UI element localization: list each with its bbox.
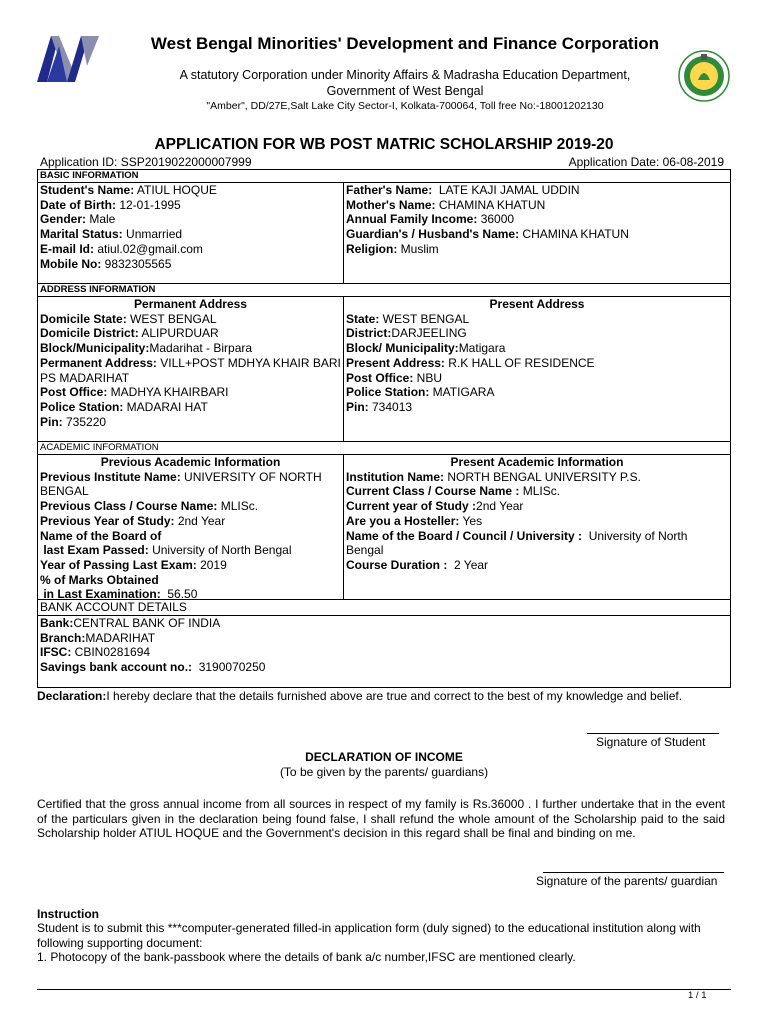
field-label: Date of Birth: — [40, 197, 116, 212]
previous-academic — [38, 455, 344, 600]
declaration-text: I hereby declare that the details furnished above are true and correct to the best of my knowledge and belief. — [106, 689, 683, 703]
field-value: 2 Year — [447, 557, 489, 572]
field-value: Madarihat - Birpara — [149, 341, 253, 356]
basic-info-section — [37, 169, 731, 284]
permanent-address-heading: Permanent Address — [134, 297, 247, 311]
field-row — [40, 470, 341, 499]
page-number: 1 / 1 — [688, 990, 707, 1001]
present-academic-heading: Present Academic Information — [450, 455, 624, 469]
field-row — [40, 257, 341, 272]
field-row — [40, 616, 728, 631]
field-row — [40, 660, 728, 675]
bank-details-section — [37, 599, 731, 688]
field-value: 2019 — [196, 557, 227, 572]
field-row — [40, 312, 341, 327]
basic-info-right — [344, 183, 730, 284]
present-academic — [344, 455, 730, 600]
instruction-line1: Student is to submit this ***computer-generated filled-in application form (duly signed) to the educational institution along with following supporting document: — [37, 921, 701, 950]
academic-info-heading: ACADEMIC INFORMATION — [38, 442, 730, 455]
income-declaration-text: Certified that the gross annual income from all sources in respect of my family is Rs.36000 . I further undertake that in the event of the particulars given in the declaration being found false, I shall refund the whole amount of the Scholarship paid to the said Scholarship holder ATIUL HOQUE and the Government's decision in this regard shall be final and binding on me. — [37, 797, 725, 840]
field-row — [40, 529, 341, 544]
bank-details-heading: BANK ACCOUNT DETAILS — [38, 600, 730, 616]
field-label: Current Class / Course Name : — [346, 484, 520, 499]
field-row — [346, 484, 728, 499]
field-row — [40, 400, 341, 415]
field-row — [40, 242, 341, 257]
field-row — [346, 356, 728, 371]
field-row — [346, 514, 728, 529]
student-signature-label: Signature of Student — [596, 735, 706, 749]
field-label: in Last Examination: — [40, 587, 161, 602]
field-label: Marital Status: — [40, 227, 123, 242]
field-label: Bank: — [40, 616, 74, 630]
field-label: Present Address: — [346, 355, 445, 370]
field-value: MLISc. — [217, 499, 259, 514]
field-value: MATIGARA — [429, 385, 495, 400]
field-label: IFSC: — [40, 645, 72, 660]
field-row — [346, 227, 728, 242]
declaration — [37, 689, 737, 703]
field-value: Matigara — [458, 341, 506, 356]
field-value: University of North Bengal — [346, 528, 691, 558]
field-value: NBU — [413, 370, 443, 385]
basic-info-heading: BASIC INFORMATION — [38, 170, 730, 183]
bank-details-body — [38, 616, 730, 674]
field-row — [40, 514, 341, 529]
field-label: Branch: — [40, 630, 86, 645]
field-row — [346, 385, 728, 400]
field-value: WEST BENGAL — [126, 311, 217, 326]
academic-info-section — [37, 441, 731, 600]
instruction-title: Instruction — [37, 907, 99, 921]
present-address — [344, 297, 730, 442]
field-label: Current year of Study : — [346, 499, 477, 514]
field-row — [40, 645, 728, 660]
field-value: University of North Bengal — [148, 543, 292, 558]
income-declaration-subtitle: (To be given by the parents/ guardians) — [279, 765, 489, 779]
field-value: 9832305565 — [101, 256, 172, 271]
field-value: 56.50 — [160, 587, 198, 602]
field-value: MADARAI HAT — [123, 399, 208, 414]
field-label: Father's Name: — [346, 183, 433, 197]
field-row — [346, 529, 728, 558]
org-address: "Amber", DD/27E,Salt Lake City Sector-I, Kolkata-700064, Toll free No:-18001202130 — [206, 100, 604, 112]
field-value: LATE KAJI JAMAL UDDIN — [432, 183, 580, 197]
field-value: VILL+POST MDHYA KHAIR BARI PS MADARIHAT — [40, 355, 345, 385]
org-subtitle-line1: A statutory Corporation under Minority Affairs & Madrasha Education Department, — [179, 68, 631, 82]
field-value: MLISc. — [519, 484, 561, 499]
field-row — [346, 558, 728, 573]
org-subtitle — [100, 67, 710, 99]
wbmdfc-logo-icon — [37, 36, 99, 82]
field-label: Name of the Board / Council / University : — [346, 528, 583, 543]
field-label: Mobile No: — [40, 256, 102, 271]
instruction-block — [37, 907, 737, 964]
application-id: Application ID: SSP2019022000007999 — [40, 155, 252, 169]
field-label: Pin: — [40, 414, 63, 429]
field-value: MADARIHAT — [85, 630, 156, 645]
field-row — [346, 326, 728, 341]
field-value: Male — [86, 212, 116, 227]
field-value: CHAMINA KHATUN — [519, 227, 629, 242]
field-label: last Exam Passed: — [40, 543, 149, 558]
declaration-label: Declaration: — [37, 689, 107, 703]
instruction-line2: 1. Photocopy of the bank-passbook where the details of bank a/c number,IFSC are mentioned clearly. — [37, 949, 576, 964]
field-label: Mother's Name: — [346, 197, 436, 212]
field-label: Gender: — [40, 212, 87, 227]
field-row — [40, 573, 341, 588]
basic-info-left — [38, 183, 344, 284]
org-subtitle-line2: Government of West Bengal — [326, 84, 484, 98]
field-row — [40, 558, 341, 573]
field-label: Name of the Board of — [40, 528, 162, 543]
field-value: 735220 — [62, 414, 107, 429]
field-label: Pin: — [346, 399, 369, 414]
field-row — [40, 355, 345, 385]
address-info-heading: ADDRESS INFORMATION — [38, 284, 730, 297]
page-title: APPLICATION FOR WB POST MATRIC SCHOLARSHIP 2019-20 — [154, 136, 614, 153]
field-row — [346, 499, 728, 514]
field-value: 734013 — [368, 399, 413, 414]
field-label: Police Station: — [40, 399, 124, 414]
field-row — [40, 415, 341, 430]
field-value: ATIUL HOQUE — [134, 183, 217, 197]
field-label: Savings bank account no.: — [40, 659, 193, 674]
field-value: MADHYA KHAIRBARI — [107, 385, 229, 400]
field-label: Annual Family Income: — [346, 212, 478, 227]
field-label: Previous Institute Name: — [40, 469, 181, 484]
field-value: R.K HALL OF RESIDENCE — [444, 355, 595, 370]
field-value: CENTRAL BANK OF INDIA — [73, 616, 221, 630]
field-label: Block/Municipality: — [40, 341, 150, 356]
field-value: CHAMINA KHATUN — [435, 197, 546, 212]
field-value: ALIPURDUAR — [138, 326, 219, 341]
field-row — [346, 470, 728, 485]
student-signature-line — [587, 733, 719, 734]
previous-academic-heading: Previous Academic Information — [100, 455, 281, 469]
field-label: District: — [346, 326, 392, 341]
field-label: Previous Class / Course Name: — [40, 499, 218, 514]
field-row — [40, 499, 341, 514]
field-label: % of Marks Obtained — [40, 572, 159, 587]
field-label: Block/ Municipality: — [346, 341, 459, 356]
footer-rule — [37, 989, 731, 990]
field-label: Police Station: — [346, 385, 430, 400]
field-label: Previous Year of Study: — [40, 513, 175, 528]
field-value: WEST BENGAL — [379, 311, 470, 326]
field-label: Post Office: — [346, 370, 414, 385]
field-value: UNIVERSITY OF NORTH BENGAL — [40, 469, 325, 499]
field-row — [346, 183, 728, 198]
field-value: 2nd Year — [476, 499, 524, 514]
field-row — [346, 400, 728, 415]
field-row — [40, 227, 341, 242]
field-row — [40, 326, 341, 341]
field-value: Unmarried — [122, 227, 183, 242]
field-row — [346, 198, 728, 213]
org-name: West Bengal Minorities' Development and Finance Corporation — [150, 34, 660, 53]
field-value: 3190070250 — [192, 659, 266, 674]
income-declaration-title: DECLARATION OF INCOME — [305, 750, 463, 764]
field-row — [346, 341, 728, 356]
field-label: Domicile District: — [40, 326, 139, 341]
field-label: Student's Name: — [40, 183, 135, 197]
field-value: 36000 — [477, 212, 515, 227]
field-value: NORTH BENGAL UNIVERSITY P.S. — [444, 469, 641, 484]
field-label: Year of Passing Last Exam: — [40, 557, 197, 572]
field-row — [346, 212, 728, 227]
field-value: 2nd Year — [174, 513, 226, 528]
field-row — [40, 631, 728, 646]
guardian-signature-line — [543, 872, 724, 873]
field-row — [40, 183, 341, 198]
field-label: Institution Name: — [346, 469, 444, 484]
field-row — [40, 543, 341, 558]
field-value: Yes — [459, 513, 483, 528]
field-row — [346, 242, 728, 257]
permanent-address — [38, 297, 344, 442]
application-date: Application Date: 06-08-2019 — [568, 155, 724, 169]
field-label: Guardian's / Husband's Name: — [346, 227, 520, 242]
field-label: Are you a Hosteller: — [346, 513, 460, 528]
field-label: Religion: — [346, 241, 398, 256]
field-value: Muslim — [397, 241, 439, 256]
field-row — [40, 198, 341, 213]
field-row — [40, 212, 341, 227]
field-row — [40, 341, 341, 356]
field-row — [346, 371, 728, 386]
present-address-heading: Present Address — [489, 297, 585, 311]
field-label: Domicile State: — [40, 311, 127, 326]
field-value: DARJEELING — [391, 326, 467, 341]
field-row — [40, 385, 341, 400]
field-label: E-mail Id: — [40, 241, 95, 256]
field-value: 12-01-1995 — [116, 197, 181, 212]
field-value: CBIN0281694 — [71, 645, 151, 660]
field-label: Post Office: — [40, 385, 108, 400]
address-info-section — [37, 283, 731, 442]
field-value: atiul.02@gmail.com — [94, 241, 203, 256]
field-label: Permanent Address: — [40, 355, 157, 370]
field-row — [346, 312, 728, 327]
guardian-signature-label: Signature of the parents/ guardian — [536, 874, 718, 888]
field-label: State: — [346, 311, 380, 326]
field-label: Course Duration : — [346, 557, 448, 572]
